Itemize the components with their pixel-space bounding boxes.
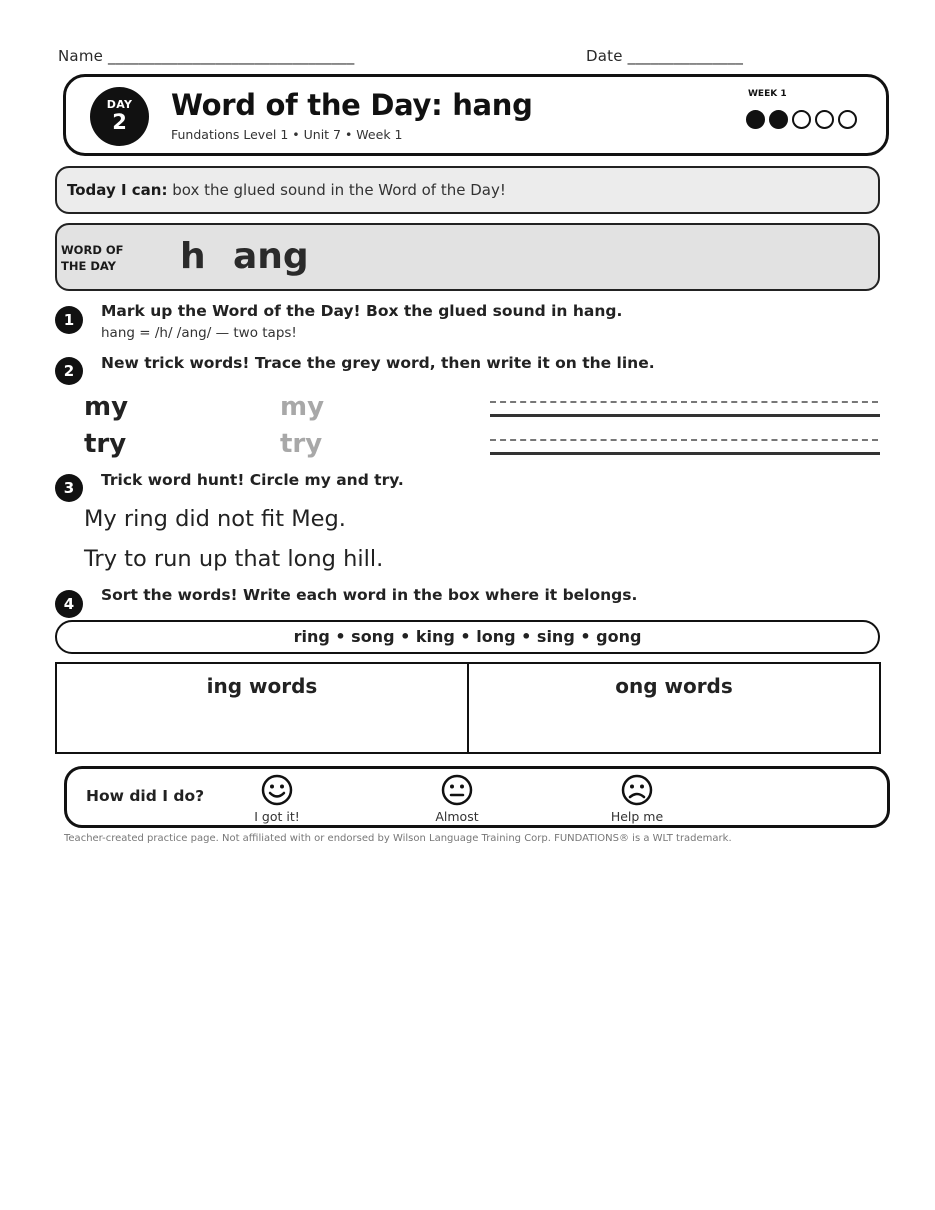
step-2-instruction: New trick words! Trace the grey word, then write it on the line.	[101, 354, 655, 372]
sort-column-ong[interactable]: ong words	[467, 664, 879, 752]
word-of-day-box	[55, 223, 880, 291]
sort-column-ing[interactable]: ing words	[206, 674, 318, 698]
progress-dot-filled	[746, 110, 765, 129]
word-onset: h	[180, 236, 206, 277]
trace-word-try: try	[280, 429, 323, 459]
page-title: Word of the Day: hang	[171, 88, 533, 122]
writing-line-2[interactable]	[490, 452, 880, 455]
option-almost-label: Almost	[435, 809, 479, 824]
option-got-it-label: I got it!	[254, 809, 300, 824]
progress-dot-filled	[769, 110, 788, 129]
name-field[interactable]: Name ________________________________	[58, 47, 355, 65]
today-goal: box the glued sound in the Word of the Day!	[167, 181, 506, 199]
week-progress	[746, 110, 857, 129]
week-label: WEEK 1	[748, 89, 787, 99]
writing-line-1[interactable]	[490, 414, 880, 417]
word-bank: ring • song • king • long • sing • gong	[293, 627, 642, 646]
sort-table	[55, 662, 881, 754]
frown-face-icon[interactable]	[621, 774, 653, 806]
neutral-face-icon[interactable]	[441, 774, 473, 806]
footer-disclaimer: Teacher-created practice page. Not affiliated with or endorsed by Wilson Language Training Corp. FUNDATIONS® is a WLT trademark.	[64, 833, 732, 844]
page-subtitle: Fundations Level 1 • Unit 7 • Week 1	[171, 127, 403, 142]
step-1-number: 1	[55, 306, 83, 334]
trace-word-my: my	[280, 392, 325, 422]
word-of-day-label: WORD OF THE DAY	[61, 243, 124, 273]
today-lead: Today I can:	[67, 181, 168, 199]
writing-guide-dashed-1	[490, 401, 878, 403]
progress-dot-empty	[815, 110, 834, 129]
smile-face-icon[interactable]	[261, 774, 293, 806]
self-check-question: How did I do?	[86, 787, 205, 805]
progress-dot-empty	[792, 110, 811, 129]
step-4-instruction: Sort the words! Write each word in the box where it belongs.	[101, 586, 638, 604]
step-1-hint: hang = /h/ /ang/ — two taps!	[101, 325, 297, 341]
today-statement	[67, 181, 506, 199]
trick-word-my: my	[84, 392, 129, 422]
step-1-instruction: Mark up the Word of the Day! Box the glued sound in hang.	[101, 302, 623, 320]
step-4-number: 4	[55, 590, 83, 618]
option-help-me-label: Help me	[610, 809, 664, 824]
sentence-1: My ring did not fit Meg.	[84, 506, 346, 532]
progress-dot-empty	[838, 110, 857, 129]
sentence-2: Try to run up that long hill.	[84, 546, 384, 572]
day-number: 2	[112, 110, 127, 134]
date-field[interactable]: Date _______________	[586, 47, 744, 65]
step-2-number: 2	[55, 357, 83, 385]
step-3-instruction: Trick word hunt! Circle my and try.	[101, 471, 404, 489]
word-glued-sound: ang	[233, 236, 309, 277]
step-3-number: 3	[55, 474, 83, 502]
day-badge	[90, 87, 149, 146]
trick-word-try: try	[84, 429, 127, 459]
day-label: DAY	[106, 98, 133, 111]
writing-guide-dashed-2	[490, 439, 878, 441]
